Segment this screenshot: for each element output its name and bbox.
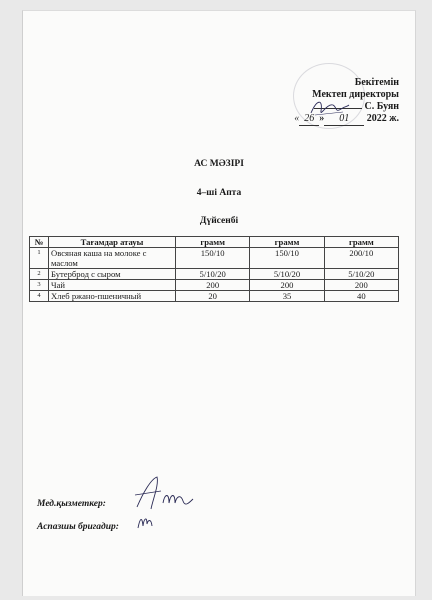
row-num: 4 <box>30 291 49 302</box>
portion-3: 40 <box>324 291 398 302</box>
header-gram-3: грамм <box>324 237 398 248</box>
portion-1: 150/10 <box>176 248 250 269</box>
row-num: 3 <box>30 280 49 291</box>
portion-2: 150/10 <box>250 248 324 269</box>
row-num: 1 <box>30 248 49 269</box>
row-num: 2 <box>30 269 49 280</box>
date-day: 26 <box>299 113 319 126</box>
header-gram-2: грамм <box>250 237 324 248</box>
menu-table <box>29 236 399 302</box>
portion-3: 5/10/20 <box>324 269 398 280</box>
cook-label: Аспазшы бригадир: <box>37 522 119 532</box>
date-year: 2022 ж. <box>366 113 399 124</box>
portion-3: 200 <box>324 280 398 291</box>
nurse-label: Мед.қызметкер: <box>37 499 106 509</box>
dish-name: Овсяная каша на молоке с маслом <box>49 248 176 269</box>
document-page <box>22 10 416 596</box>
table-header-row <box>30 237 399 248</box>
date-month: 01 <box>324 113 364 126</box>
approval-heading: Бекітемін <box>354 77 399 88</box>
portion-1: 20 <box>176 291 250 302</box>
portion-1: 200 <box>176 280 250 291</box>
table-row <box>30 291 399 302</box>
table-row <box>30 280 399 291</box>
dish-name: Чай <box>49 280 176 291</box>
menu-title: АС МӘЗІРІ <box>194 159 244 169</box>
table-row <box>30 269 399 280</box>
director-name: С. Буян <box>364 101 399 112</box>
approval-position: Мектеп директоры <box>312 89 399 100</box>
portion-2: 5/10/20 <box>250 269 324 280</box>
portion-3: 200/10 <box>324 248 398 269</box>
portion-1: 5/10/20 <box>176 269 250 280</box>
director-signature <box>307 95 351 121</box>
dish-name: Хлеб ржано-пшеничный <box>49 291 176 302</box>
portion-2: 35 <box>250 291 324 302</box>
approval-date-line: « 26 » 01 2022 ж. <box>294 113 399 124</box>
cook-signature <box>135 512 155 532</box>
portion-2: 200 <box>250 280 324 291</box>
nurse-signature <box>131 473 197 513</box>
header-num: № <box>30 237 49 248</box>
dish-name: Бутерброд с сыром <box>49 269 176 280</box>
header-gram-1: грамм <box>176 237 250 248</box>
table-row <box>30 248 399 269</box>
date-prefix: « <box>294 113 300 124</box>
header-dish: Тағамдар атауы <box>49 237 176 248</box>
day-label: Дүйсенбі <box>199 216 239 226</box>
week-label: 4–ші Апта <box>196 188 242 198</box>
